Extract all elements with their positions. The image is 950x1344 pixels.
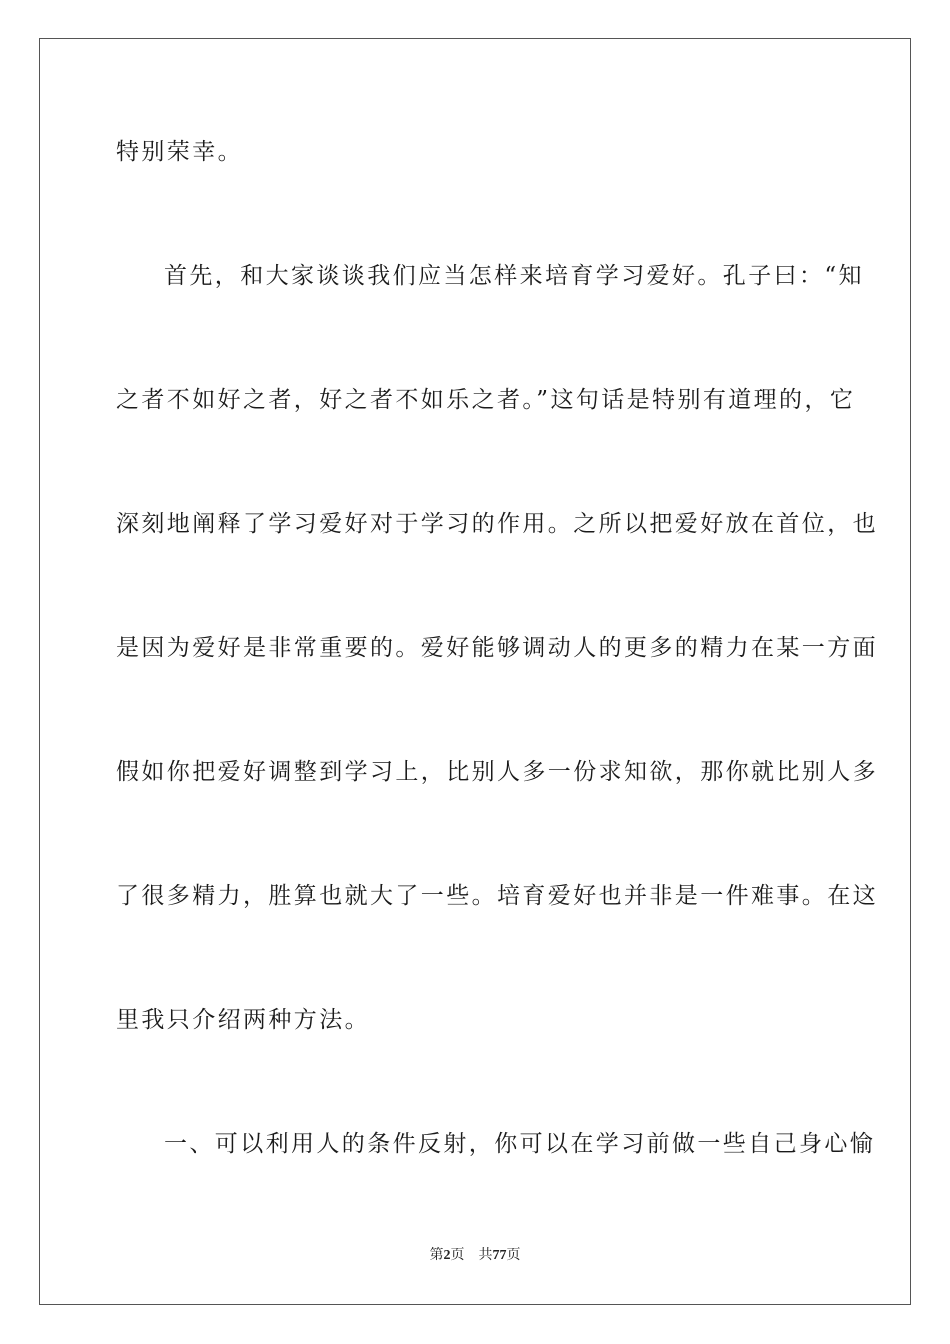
text-line-8: 里我只介绍两种方法。 — [116, 1007, 370, 1033]
text-line-1: 特别荣幸。 — [116, 139, 243, 165]
total-suffix: 页 — [506, 1248, 521, 1263]
text-line-2: 首先，和大家谈谈我们应当怎样来培育学习爱好。孔子曰：“知 — [164, 263, 864, 289]
page-prefix: 第 — [429, 1248, 444, 1263]
total-prefix: 共 — [478, 1248, 493, 1263]
text-line-3: 之者不如好之者，好之者不如乐之者。”这句话是特别有道理的，它 — [116, 387, 856, 413]
text-line-5: 是因为爱好是非常重要的。爱好能够调动人的更多的精力在某一方面 — [116, 635, 878, 661]
text-line-4: 深刻地阐释了学习爱好对于学习的作用。之所以把爱好放在首位，也 — [116, 511, 878, 537]
text-line-6: 假如你把爱好调整到学习上，比别人多一份求知欲，那你就比别人多 — [116, 759, 878, 785]
total-pages: 77 — [492, 1248, 507, 1263]
page-border — [39, 38, 911, 1305]
page-number: 2 — [443, 1248, 451, 1263]
text-line-7: 了很多精力，胜算也就大了一些。培育爱好也并非是一件难事。在这 — [116, 883, 878, 909]
page-suffix: 页 — [450, 1248, 465, 1263]
page-footer — [0, 1247, 950, 1265]
text-line-9: 一、可以利用人的条件反射，你可以在学习前做一些自己身心愉 — [164, 1131, 876, 1157]
